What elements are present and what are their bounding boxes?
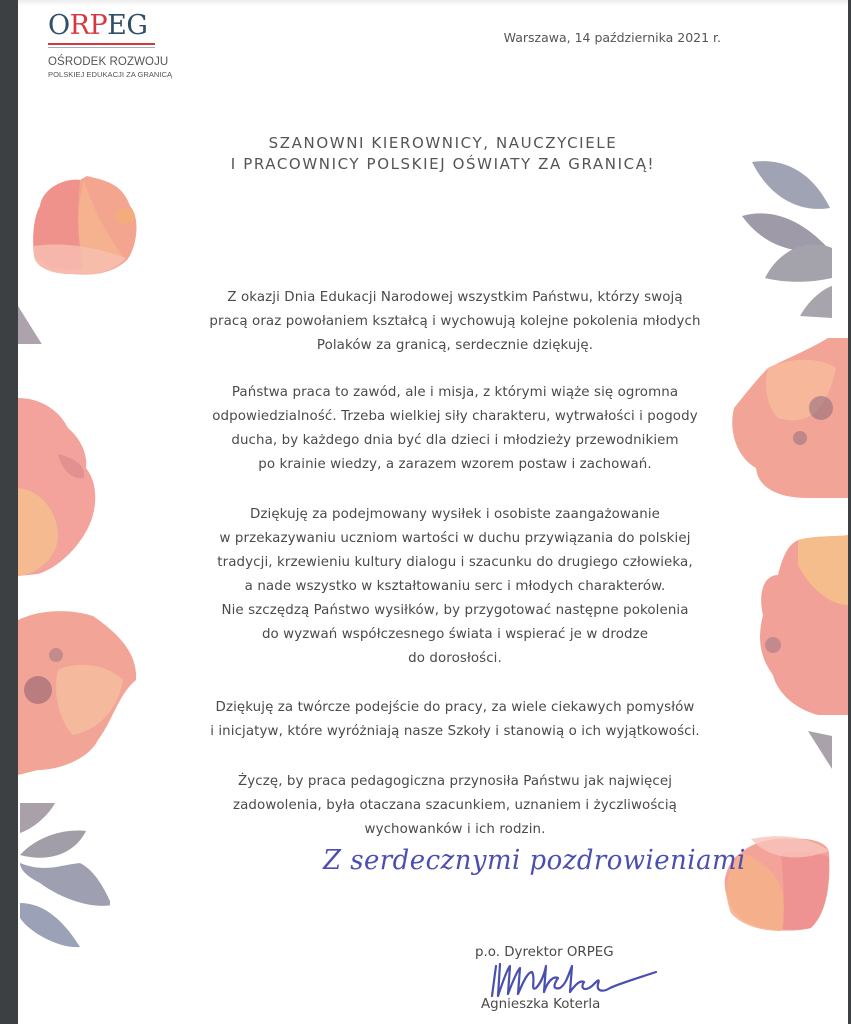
paragraph-line: a nade wszystko w kształtowaniu serc i młodych charakterów. xyxy=(244,579,666,594)
paragraph-line: tradycji, krzewieniu kultury dialogu i szacunku do drugiego człowieka, xyxy=(217,555,693,570)
paragraph-4 xyxy=(40,696,848,744)
logo-blue-rule xyxy=(48,47,155,48)
paragraph-5 xyxy=(40,770,848,842)
handwritten-closing: Z serdecznymi pozdrowieniami xyxy=(323,845,746,876)
document-page xyxy=(18,0,848,1024)
paragraph-line: po krainie wiedzy, a zarazem wzorem postaw i zachowań. xyxy=(258,457,652,472)
letter-title xyxy=(18,133,848,175)
paragraph-line: Dziękuję za twórcze podejście do pracy, za wiele ciekawych pomysłów xyxy=(215,700,695,715)
flower-bud-top-left-icon xyxy=(32,176,142,281)
title-line-2: I PRACOWNICY POLSKIEJ OŚWIATY ZA GRANICĄ! xyxy=(230,155,656,173)
logo-subtitle-line2: POLSKIEJ EDUKACJI ZA GRANICĄ xyxy=(48,70,173,79)
viewer-left-gutter xyxy=(0,0,18,1024)
paragraph-line: ducha, by każdego dnia być dla dzieci i młodzieży przewodnikiem xyxy=(231,433,679,448)
paragraph-line: wychowanków i ich rodzin. xyxy=(364,822,546,837)
signature-name: Agnieszka Koterla xyxy=(481,997,601,1012)
paragraph-line: pracą oraz powołaniem kształcą i wychowują kolejne pokolenia młodych xyxy=(209,314,701,329)
paragraph-line: Państwa praca to zawód, ale i misja, z którymi wiąże się ogromna xyxy=(231,385,679,400)
paragraph-line: Dziękuję za podejmowany wysiłek i osobiste zaangażowanie xyxy=(249,507,660,522)
logo-red-rule xyxy=(48,43,155,45)
paragraph-line: i inicjatyw, które wyróżniają nasze Szkoły i stanowią o ich wyjątkowości. xyxy=(210,724,700,739)
paragraph-line: odpowiedzialność. Trzeba wielkiej siły charakteru, wytrwałości i pogody xyxy=(212,409,698,424)
orpeg-logo xyxy=(48,10,188,79)
logo-subtitle-line1: OŚRODEK ROZWOJU xyxy=(48,56,169,68)
logo-letters-rp: RP xyxy=(69,10,108,41)
logo-letters-eg: EG xyxy=(107,10,148,41)
paragraph-line: do wyzwań współczesnego świata i wspierać je w drodze xyxy=(261,627,649,642)
logo-wordmark xyxy=(48,12,188,40)
paragraph-2 xyxy=(40,381,848,477)
paragraph-3 xyxy=(40,503,848,671)
paragraph-line: Polaków za granicą, serdecznie dziękuję. xyxy=(316,338,594,353)
paragraph-line: zadowolenia, była otaczana szacunkiem, uznaniem i życzliwością xyxy=(233,798,677,813)
paragraph-line: Życzę, by praca pedagogiczna przynosiła Państwu jak najwięcej xyxy=(237,774,673,789)
paragraph-line: w przekazywaniu uczniom wartości w duchu przywiązania do polskiej xyxy=(219,531,691,546)
title-line-1: SZANOWNI KIEROWNICY, NAUCZYCIELE xyxy=(268,134,618,152)
paragraph-1 xyxy=(40,286,848,358)
page-top-shadow xyxy=(18,0,848,6)
paragraph-line: Nie szczędzą Państwo wysiłków, by przygotować następne pokolenia xyxy=(221,603,689,618)
logo-letter-o: O xyxy=(48,10,70,41)
paragraph-line: Z okazji Dnia Edukacji Narodowej wszystkim Państwu, którzy swoją xyxy=(227,290,683,305)
paragraph-line: do dorosłości. xyxy=(408,651,502,666)
handwritten-signature-icon xyxy=(488,958,658,1002)
signature-role: p.o. Dyrektor ORPEG xyxy=(475,945,614,960)
letter-date: Warszawa, 14 października 2021 r. xyxy=(503,30,721,45)
